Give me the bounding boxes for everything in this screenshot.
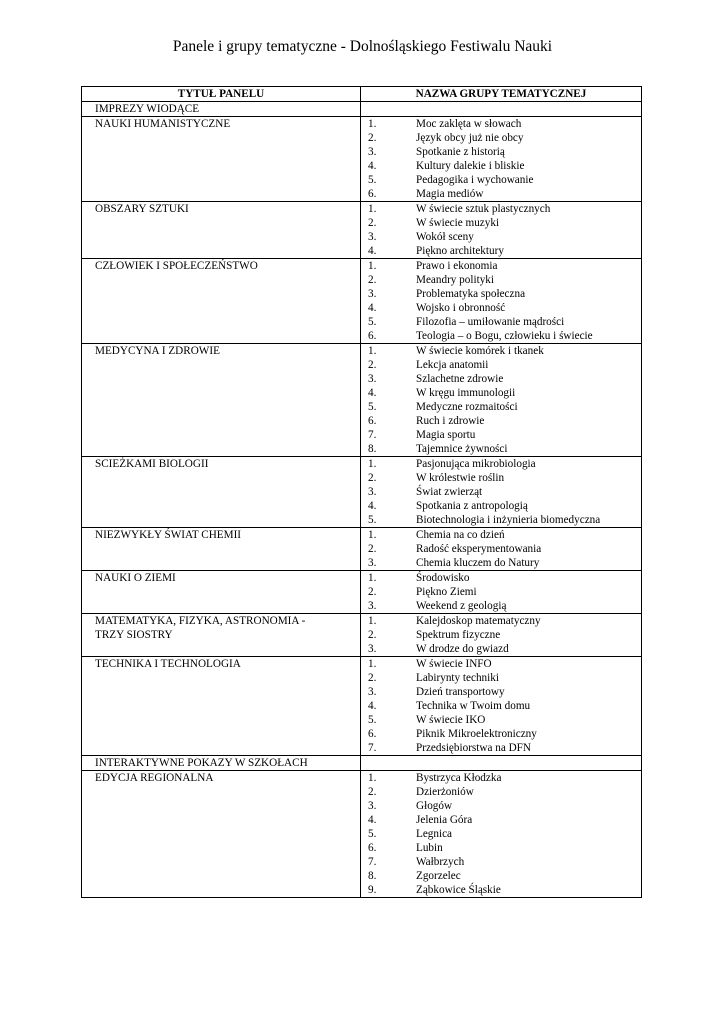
panel-title-cell <box>82 657 361 756</box>
group-name: W drodze do gwiazd <box>416 643 509 655</box>
group-name: Spektrum fizyczne <box>416 629 501 641</box>
panel-title-cell <box>82 571 361 614</box>
group-name: Tajemnice żywności <box>416 443 508 455</box>
group-item <box>361 699 641 713</box>
group-item <box>361 244 641 258</box>
table-header-row <box>82 87 642 102</box>
group-name: Magia mediów <box>416 188 484 200</box>
group-name: Lekcja anatomii <box>416 359 489 371</box>
table-row <box>82 457 642 528</box>
group-name: Technika w Twoim domu <box>416 700 531 712</box>
table-row <box>82 614 642 657</box>
group-number: 5. <box>368 174 377 186</box>
group-item <box>361 230 641 244</box>
group-number: 2. <box>368 217 377 229</box>
group-number: 8. <box>368 870 377 882</box>
table-row <box>82 756 642 771</box>
table-row <box>82 771 642 898</box>
group-item <box>361 869 641 883</box>
group-list-cell <box>361 771 642 898</box>
panel-title: SCIEŻKAMI BIOLOGII <box>95 458 209 470</box>
group-name: Ruch i zdrowie <box>416 415 485 427</box>
empty-group-cell <box>361 756 641 770</box>
group-number: 3. <box>368 600 377 612</box>
group-name: Filozofia – umiłowanie mądrości <box>416 316 565 328</box>
group-name: Jelenia Góra <box>416 814 473 826</box>
panel-title-cell <box>82 528 361 571</box>
group-item <box>361 372 641 386</box>
panel-title: OBSZARY SZTUKI <box>95 203 189 215</box>
panel-title: MATEMATYKA, FIZYKA, ASTRONOMIA - <box>95 615 306 627</box>
group-name: Świat zwierząt <box>416 486 483 498</box>
group-name: Środowisko <box>416 572 470 584</box>
group-item <box>361 273 641 287</box>
group-name: W świecie komórek i tkanek <box>416 345 544 357</box>
group-item <box>361 585 641 599</box>
group-name: Pasjonująca mikrobiologia <box>416 458 536 470</box>
group-name: Dzień transportowy <box>416 686 505 698</box>
header-group-name: NAZWA GRUPY TEMATYCZNEJ <box>361 87 642 102</box>
group-number: 6. <box>368 842 377 854</box>
group-number: 4. <box>368 387 377 399</box>
group-list-cell <box>361 344 642 457</box>
group-item <box>361 771 641 785</box>
group-number: 7. <box>368 742 377 754</box>
group-name: W królestwie roślin <box>416 472 505 484</box>
group-item <box>361 741 641 755</box>
panel-title-cell <box>82 756 361 771</box>
group-number: 3. <box>368 800 377 812</box>
group-name: Chemia kluczem do Natury <box>416 557 540 569</box>
group-name: Chemia na co dzień <box>416 529 505 541</box>
group-item <box>361 173 641 187</box>
group-number: 1. <box>368 658 377 670</box>
group-number: 2. <box>368 672 377 684</box>
group-name: W świecie sztuk plastycznych <box>416 203 551 215</box>
group-name: Pedagogika i wychowanie <box>416 174 534 186</box>
group-name: Kalejdoskop matematyczny <box>416 615 541 627</box>
panel-title-cell <box>82 344 361 457</box>
group-name: Moc zaklęta w słowach <box>416 118 522 130</box>
group-number: 1. <box>368 118 377 130</box>
group-name: Kultury dalekie i bliskie <box>416 160 525 172</box>
group-name: W kręgu immunologii <box>416 387 516 399</box>
group-name: Piękno architektury <box>416 245 504 257</box>
group-name: Weekend z geologią <box>416 600 507 612</box>
group-name: Ząbkowice Śląskie <box>416 884 501 896</box>
group-item <box>361 485 641 499</box>
group-number: 5. <box>368 401 377 413</box>
group-name: Wokół sceny <box>416 231 474 243</box>
group-item <box>361 117 641 131</box>
group-item <box>361 131 641 145</box>
group-list-cell <box>361 657 642 756</box>
group-number: 1. <box>368 458 377 470</box>
group-item <box>361 145 641 159</box>
group-number: 6. <box>368 415 377 427</box>
group-name: Piknik Mikroelektroniczny <box>416 728 537 740</box>
group-name: Piękno Ziemi <box>416 586 477 598</box>
table-row <box>82 102 642 117</box>
group-number: 8. <box>368 443 377 455</box>
group-name: Szlachetne zdrowie <box>416 373 504 385</box>
group-name: Bystrzyca Kłodzka <box>416 772 502 784</box>
panel-title-cell <box>82 457 361 528</box>
group-item <box>361 657 641 671</box>
group-name: Legnica <box>416 828 453 840</box>
group-number: 2. <box>368 543 377 555</box>
group-number: 5. <box>368 316 377 328</box>
group-number: 5. <box>368 828 377 840</box>
group-item <box>361 883 641 897</box>
group-number: 5. <box>368 514 377 526</box>
group-number: 1. <box>368 615 377 627</box>
panel-title: TECHNIKA I TECHNOLOGIA <box>95 658 241 670</box>
group-list-cell <box>361 457 642 528</box>
group-item <box>361 400 641 414</box>
group-name: Labirynty techniki <box>416 672 499 684</box>
group-list-cell <box>361 259 642 344</box>
group-name: Magia sportu <box>416 429 476 441</box>
panel-title: IMPREZY WIODĄCE <box>95 103 200 115</box>
group-name: Radość eksperymentowania <box>416 543 542 555</box>
group-number: 3. <box>368 288 377 300</box>
document-title: Panele i grupy tematyczne - Dolnośląskiego Festiwalu Nauki <box>172 38 553 55</box>
group-number: 7. <box>368 856 377 868</box>
group-item <box>361 159 641 173</box>
group-name: Lubin <box>416 842 443 854</box>
group-list-cell <box>361 756 642 771</box>
header-panel-title: TYTUŁ PANELU <box>82 87 361 102</box>
panel-title-cell <box>82 202 361 259</box>
group-number: 3. <box>368 486 377 498</box>
panel-title: INTERAKTYWNE POKAZY W SZKOŁACH <box>95 757 308 769</box>
group-item <box>361 344 641 358</box>
group-name: Głogów <box>416 800 453 812</box>
panel-title: NAUKI O ZIEMI <box>95 572 176 584</box>
group-item <box>361 457 641 471</box>
group-name: W świecie muzyki <box>416 217 500 229</box>
group-number: 4. <box>368 814 377 826</box>
group-item <box>361 571 641 585</box>
group-number: 3. <box>368 373 377 385</box>
empty-group-cell <box>361 102 641 116</box>
group-item <box>361 315 641 329</box>
group-number: 3. <box>368 686 377 698</box>
table-row <box>82 344 642 457</box>
group-number: 2. <box>368 586 377 598</box>
group-item <box>361 428 641 442</box>
group-number: 1. <box>368 572 377 584</box>
group-item <box>361 202 641 216</box>
panels-table <box>81 86 642 898</box>
group-number: 4. <box>368 245 377 257</box>
group-item <box>361 642 641 656</box>
group-number: 6. <box>368 188 377 200</box>
group-number: 1. <box>368 529 377 541</box>
panel-title: NAUKI HUMANISTYCZNE <box>95 118 231 130</box>
group-item <box>361 827 641 841</box>
group-item <box>361 187 641 201</box>
group-list-cell <box>361 528 642 571</box>
group-item <box>361 785 641 799</box>
group-number: 6. <box>368 330 377 342</box>
group-item <box>361 671 641 685</box>
group-number: 1. <box>368 345 377 357</box>
panel-title-cell <box>82 102 361 117</box>
panel-title: CZŁOWIEK I SPOŁECZEŃSTWO <box>95 260 258 272</box>
group-item <box>361 287 641 301</box>
group-name: Teologia – o Bogu, człowieku i świecie <box>416 330 593 342</box>
group-name: Dzierżoniów <box>416 786 474 798</box>
group-number: 2. <box>368 629 377 641</box>
group-number: 9. <box>368 884 377 896</box>
panel-title: EDYCJA REGIONALNA <box>95 772 214 784</box>
group-number: 3. <box>368 231 377 243</box>
panel-title-cell <box>82 614 361 657</box>
group-number: 4. <box>368 500 377 512</box>
group-name: Biotechnologia i inżynieria biomedyczna <box>416 514 601 526</box>
panel-title-cell <box>82 771 361 898</box>
group-name: Wojsko i obronność <box>416 302 506 314</box>
panel-title: NIEZWYKŁY ŚWIAT CHEMII <box>95 529 242 541</box>
group-name: Prawo i ekonomia <box>416 260 498 272</box>
group-number: 6. <box>368 728 377 740</box>
group-number: 3. <box>368 557 377 569</box>
group-item <box>361 513 641 527</box>
group-item <box>361 358 641 372</box>
group-number: 3. <box>368 146 377 158</box>
group-item <box>361 628 641 642</box>
group-item <box>361 301 641 315</box>
group-item <box>361 599 641 613</box>
group-item <box>361 471 641 485</box>
group-item <box>361 386 641 400</box>
group-list-cell <box>361 102 642 117</box>
group-name: Wałbrzych <box>416 856 465 868</box>
group-name: Zgorzelec <box>416 870 461 882</box>
group-item <box>361 442 641 456</box>
group-item <box>361 685 641 699</box>
group-number: 2. <box>368 359 377 371</box>
group-item <box>361 542 641 556</box>
table-row <box>82 202 642 259</box>
group-list-cell <box>361 202 642 259</box>
group-item <box>361 799 641 813</box>
group-name: Przedsiębiorstwa na DFN <box>416 742 531 754</box>
group-name: Problematyka społeczna <box>416 288 526 300</box>
table-row <box>82 528 642 571</box>
group-name: W świecie INFO <box>416 658 492 670</box>
group-name: W świecie IKO <box>416 714 486 726</box>
table-body <box>82 102 642 898</box>
group-item <box>361 713 641 727</box>
group-number: 2. <box>368 132 377 144</box>
group-item <box>361 855 641 869</box>
group-name: Spotkania z antropologią <box>416 500 528 512</box>
group-number: 1. <box>368 260 377 272</box>
group-item <box>361 259 641 273</box>
group-name: Spotkanie z historią <box>416 146 505 158</box>
group-item <box>361 414 641 428</box>
table-row <box>82 657 642 756</box>
group-item <box>361 813 641 827</box>
panel-title: MEDYCYNA I ZDROWIE <box>95 345 220 357</box>
group-number: 7. <box>368 429 377 441</box>
group-number: 1. <box>368 772 377 784</box>
group-number: 4. <box>368 700 377 712</box>
group-name: Język obcy już nie obcy <box>416 132 524 144</box>
group-item <box>361 727 641 741</box>
table-row <box>82 259 642 344</box>
group-list-cell <box>361 117 642 202</box>
group-item <box>361 556 641 570</box>
table-row <box>82 117 642 202</box>
group-name: Medyczne rozmaitości <box>416 401 518 413</box>
panel-title-cell <box>82 117 361 202</box>
group-list-cell <box>361 571 642 614</box>
group-item <box>361 841 641 855</box>
group-number: 2. <box>368 472 377 484</box>
group-list-cell <box>361 614 642 657</box>
group-number: 4. <box>368 160 377 172</box>
group-number: 1. <box>368 203 377 215</box>
group-number: 5. <box>368 714 377 726</box>
group-item <box>361 216 641 230</box>
group-item <box>361 528 641 542</box>
group-number: 3. <box>368 643 377 655</box>
group-item <box>361 499 641 513</box>
group-name: Meandry polityki <box>416 274 494 286</box>
table-row <box>82 571 642 614</box>
group-item <box>361 614 641 628</box>
group-number: 2. <box>368 274 377 286</box>
group-number: 4. <box>368 302 377 314</box>
group-item <box>361 329 641 343</box>
panel-title: TRZY SIOSTRY <box>95 629 173 641</box>
panel-title-cell <box>82 259 361 344</box>
group-number: 2. <box>368 786 377 798</box>
